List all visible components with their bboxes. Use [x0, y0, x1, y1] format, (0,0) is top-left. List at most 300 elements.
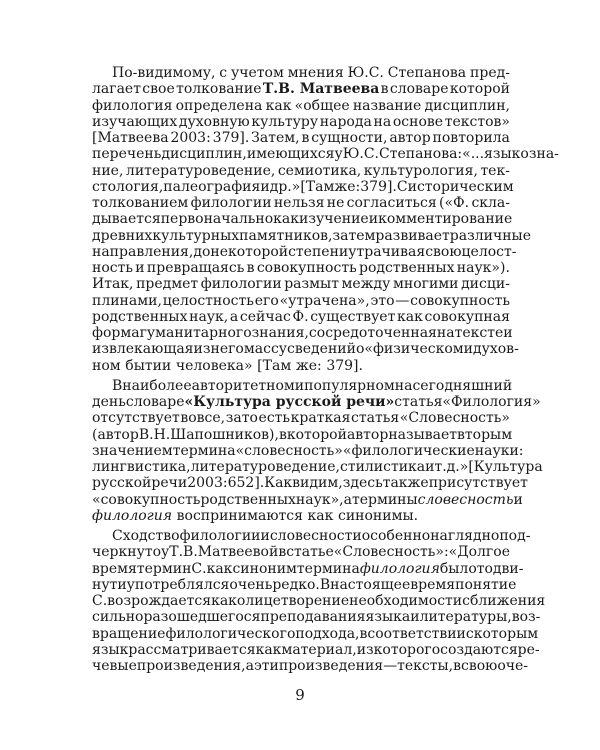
word: 379].: [360, 178, 397, 195]
word: в: [278, 426, 287, 443]
word: и: [503, 325, 513, 341]
word: и: [368, 211, 379, 228]
word: статья: [394, 394, 443, 410]
word: вторым: [457, 426, 513, 443]
text-line: [92, 508, 510, 524]
word: вращение: [92, 625, 166, 642]
word: на: [394, 377, 413, 394]
text-line: [92, 491, 523, 508]
word: эти: [253, 658, 279, 674]
word: под-: [499, 528, 531, 544]
word: совокупность: [410, 292, 510, 309]
word: С: [396, 178, 408, 195]
word: дисци-: [461, 276, 510, 293]
text-line: [92, 65, 510, 81]
word: совокупность: [256, 260, 357, 276]
word: пред-: [470, 65, 510, 81]
word: а: [245, 658, 254, 674]
word: статье: [286, 544, 334, 561]
word: понятие: [455, 576, 517, 593]
word: различные: [449, 227, 531, 244]
word: олицетворение: [236, 593, 350, 609]
word: до: [193, 243, 211, 260]
text-line: [92, 658, 529, 674]
word: наук»,: [295, 491, 344, 508]
word: некоторой: [210, 243, 289, 260]
word: же:: [334, 178, 361, 195]
word: в: [246, 260, 255, 276]
text-line: [92, 309, 510, 325]
word: и: [410, 609, 420, 626]
word: «утрачена»,: [279, 292, 370, 309]
word: черкнуто: [92, 544, 161, 561]
word: 2003:: [187, 475, 228, 492]
text-line: [92, 593, 546, 609]
word: «совокупность: [92, 491, 201, 508]
word: в: [359, 625, 368, 642]
word: речи: [151, 475, 188, 492]
word: текстов»: [444, 113, 510, 130]
word: сближения: [462, 593, 546, 609]
word: плинами,: [92, 292, 162, 309]
word: и: [260, 528, 270, 544]
word: как: [255, 641, 282, 658]
text-line: [92, 442, 524, 459]
word: изучающих: [92, 113, 178, 130]
word: мнения: [287, 65, 344, 81]
word: употреблялся: [126, 576, 230, 593]
bold-term: Т.В. Матвеева: [262, 81, 380, 98]
word: культуру: [251, 113, 319, 130]
word: Степанова: [387, 65, 467, 81]
word: которой: [286, 426, 347, 443]
word: здесь: [342, 475, 383, 492]
word: Затем,: [251, 130, 300, 146]
word: бытии: [125, 357, 172, 374]
word: Итак,: [92, 276, 134, 293]
word: ре-: [517, 641, 540, 658]
page-number: 9: [295, 686, 305, 704]
word: «общее: [294, 97, 350, 114]
word: автор: [389, 130, 431, 146]
word: наук»).: [456, 260, 510, 276]
word: семиотика,: [277, 162, 362, 179]
word: языка: [365, 609, 411, 626]
word: —: [395, 292, 410, 309]
word: Степанова:: [379, 146, 463, 163]
word: памятников,: [239, 227, 333, 244]
word: человека»: [175, 357, 253, 374]
word: филология: [92, 97, 173, 114]
word: лагает: [92, 81, 141, 98]
word: ние,: [92, 162, 124, 179]
word: как: [397, 308, 423, 325]
word: же:: [295, 357, 322, 374]
word: произведения,: [136, 658, 246, 674]
word: синонимы.: [338, 507, 419, 524]
word: свое: [142, 81, 175, 98]
word: утрачивая: [348, 243, 426, 260]
word: разошедшегося: [143, 609, 261, 626]
word: называет: [388, 426, 458, 443]
word: Ю.С.: [342, 146, 380, 163]
paragraph: [92, 377, 543, 524]
word: Матвеевой: [197, 544, 279, 561]
word: преподавания: [260, 609, 366, 626]
word: соответствии: [367, 625, 466, 642]
word: термина: [296, 560, 360, 577]
word: это: [370, 292, 395, 309]
word: которой: [449, 81, 510, 98]
word: гуманитарного: [139, 325, 252, 341]
word: зато: [225, 410, 258, 427]
word: на: [373, 113, 392, 130]
word: филологии: [190, 195, 272, 211]
text-line: [92, 358, 510, 374]
word: Шапошников),: [170, 426, 279, 443]
word: многими: [392, 276, 459, 293]
word: историческим: [407, 178, 514, 195]
word: возрождается: [107, 593, 212, 609]
word: литературоведение,: [190, 459, 340, 475]
word: и: [463, 341, 473, 358]
paragraph: [92, 528, 546, 674]
text-line: [92, 130, 510, 146]
word: знания,: [251, 325, 309, 341]
word: очень: [229, 576, 273, 593]
word: время: [92, 560, 137, 577]
word: изучение: [299, 211, 369, 228]
word: присутствует: [428, 475, 528, 492]
word: о: [355, 341, 365, 358]
word: («Ф.: [439, 195, 470, 211]
text-column: [92, 65, 559, 674]
word: название: [352, 97, 422, 114]
word: согласиться: [346, 195, 437, 211]
text-line: [92, 98, 510, 114]
word: По-видимому,: [112, 65, 216, 81]
word: тексты,: [397, 658, 454, 674]
word: воз-: [511, 609, 541, 626]
word: чевые: [92, 658, 137, 674]
word: и: [513, 491, 523, 508]
word: С.: [92, 593, 108, 609]
word: которого: [373, 641, 441, 658]
text-line: [92, 426, 513, 443]
word: —: [383, 658, 398, 674]
word: в: [278, 544, 287, 561]
word: филологии: [179, 528, 261, 544]
word: словесности: [269, 528, 362, 544]
word: «Словесность»: [399, 410, 510, 427]
word: нельзя: [273, 195, 325, 211]
word: есть: [258, 410, 291, 427]
word: свою: [425, 243, 462, 260]
word: развивает: [375, 227, 450, 244]
text-line: [92, 227, 531, 244]
word: комментирование: [378, 211, 513, 228]
word: размыт: [284, 276, 339, 293]
text-line: [92, 293, 510, 309]
text-line: [92, 641, 540, 658]
word: родственных: [92, 308, 188, 325]
word: затем: [332, 227, 376, 244]
word: произведения: [278, 658, 384, 674]
word: из: [356, 641, 374, 658]
text-line: [92, 178, 514, 195]
word: значением: [92, 442, 173, 459]
word: отодви-: [468, 560, 524, 577]
word: в: [453, 658, 461, 674]
word: В: [319, 576, 331, 593]
word: не: [326, 195, 345, 211]
text-line: [92, 325, 513, 341]
word: также: [382, 475, 429, 492]
word: культурных: [152, 227, 240, 244]
text-line: [92, 475, 528, 492]
word: свою: [460, 658, 498, 674]
text-line: [92, 81, 510, 97]
word: русской: [92, 475, 152, 492]
word: а: [229, 308, 239, 325]
word: совокупная: [424, 308, 510, 325]
word: сейчас: [239, 308, 291, 325]
word: время: [410, 576, 456, 593]
word: массу: [243, 341, 288, 358]
word: и: [260, 178, 270, 195]
word: сосредоточенная: [308, 325, 437, 341]
word: древних: [92, 227, 153, 244]
word: наиболее: [122, 377, 192, 394]
word: между: [341, 276, 391, 293]
word: него: [210, 341, 244, 358]
text-line: [92, 609, 541, 626]
word: как: [307, 507, 334, 524]
word: автор: [346, 426, 389, 443]
word: рассматривается: [128, 641, 256, 658]
text-line: [92, 195, 510, 211]
word: и: [135, 260, 145, 276]
word: и: [294, 377, 305, 394]
word: у: [334, 146, 343, 163]
word: его: [254, 292, 279, 309]
word: литературоведение,: [125, 162, 276, 179]
word: С.: [191, 560, 207, 577]
word: В: [112, 377, 123, 394]
text-line: [92, 260, 510, 276]
text-line: [92, 560, 524, 577]
word: 379].: [326, 357, 363, 374]
word: нут: [92, 576, 118, 593]
text-line: [92, 276, 510, 292]
word: стилистика: [339, 459, 426, 475]
italic-term: филология: [359, 560, 440, 577]
text-line: [92, 114, 510, 130]
word: популярном: [304, 377, 395, 394]
word: настоящее: [330, 576, 411, 593]
word: «филологические: [342, 442, 475, 459]
word: др.»: [269, 178, 301, 195]
word: сведений: [287, 341, 356, 358]
word: из: [193, 341, 211, 358]
word: основе: [392, 113, 444, 130]
word: словаре: [125, 394, 185, 410]
word: Как: [264, 475, 293, 492]
text-line: [92, 459, 543, 475]
word: синоним: [232, 560, 297, 577]
word: повторила: [432, 130, 510, 146]
word: был: [439, 560, 469, 577]
word: «Словесность»:: [333, 544, 449, 561]
word: родственных: [359, 260, 455, 276]
word: видим,: [292, 475, 343, 492]
bold-term: «Культура русской речи»: [184, 394, 395, 410]
word: оче-: [497, 658, 529, 674]
word: наук,: [189, 308, 229, 325]
word: имеющихся: [246, 146, 335, 163]
word: т.д.»: [434, 459, 469, 475]
word: как: [206, 560, 233, 577]
word: редко.: [272, 576, 320, 593]
word: народа: [319, 113, 372, 130]
word: дисциплин,: [424, 97, 510, 114]
word: у: [161, 544, 170, 561]
word: [Матвеева: [92, 130, 169, 146]
word: которым: [473, 625, 539, 642]
word: воспринимаются: [176, 507, 303, 524]
word: (автор: [92, 426, 139, 443]
word: вовсе,: [180, 410, 226, 427]
word: авторитетном: [191, 377, 295, 394]
word: перечень: [92, 146, 162, 163]
word: как: [265, 97, 292, 114]
word: направления,: [92, 243, 194, 260]
word: дывается: [92, 211, 161, 228]
text-line: [92, 576, 517, 593]
text-line: [92, 544, 510, 560]
word: «физическом: [364, 341, 464, 358]
word: с: [219, 65, 228, 81]
word: [Культура: [468, 459, 543, 475]
word: литературы,: [419, 609, 512, 626]
word: 2003:: [170, 130, 211, 146]
word: день: [92, 394, 126, 410]
word: дисциплин,: [161, 146, 247, 163]
word: «словесность»: [235, 442, 343, 459]
word: сильно: [92, 609, 144, 626]
word: В.Н.: [138, 426, 171, 443]
word: толкование: [176, 81, 262, 98]
word: толкованием: [92, 195, 189, 211]
word: наглядно: [430, 528, 500, 544]
word: целостность: [162, 292, 254, 309]
word: Ю.С.: [347, 65, 384, 81]
word: сущности,: [311, 130, 388, 146]
word: культурология,: [363, 162, 478, 179]
word: термин: [136, 560, 192, 577]
word: извлекающая: [92, 341, 194, 358]
word: степени: [288, 243, 349, 260]
word: термина: [172, 442, 236, 459]
word: сегодняшний: [412, 377, 513, 394]
word: подхода,: [295, 625, 360, 642]
word: [Там: [257, 357, 292, 374]
word: скла-: [471, 195, 510, 211]
word: науки:: [474, 442, 524, 459]
text-line: [92, 243, 517, 260]
word: лингвистика,: [92, 459, 191, 475]
text-line: [92, 410, 510, 426]
word: термины: [351, 491, 418, 508]
word: духов-: [473, 341, 519, 358]
word: родственных: [200, 491, 296, 508]
word: превращаясь: [146, 260, 245, 276]
word: как: [273, 211, 300, 228]
word: существует: [310, 308, 396, 325]
word: и: [425, 459, 435, 475]
word: филологического: [165, 625, 296, 642]
word: филологии: [200, 276, 282, 293]
word: ном: [92, 357, 121, 374]
text-line: [92, 528, 531, 544]
word: в: [301, 130, 310, 146]
word: стология,: [92, 178, 164, 195]
word: Сходство: [112, 528, 180, 544]
word: отсутствует: [92, 410, 180, 427]
word: 652].: [227, 475, 265, 492]
word: тек-: [480, 162, 510, 179]
text-line: [92, 211, 513, 228]
paragraph: [92, 65, 559, 374]
word: в: [380, 81, 389, 98]
word: целост-: [461, 243, 517, 260]
word: материал,: [281, 641, 357, 658]
word: статья: [351, 410, 400, 427]
word: форма: [92, 325, 140, 341]
word: создаются: [440, 641, 518, 658]
word: словаре: [389, 81, 449, 98]
word: «Филология»: [442, 394, 541, 410]
word: язык: [92, 641, 129, 658]
word: краткая: [290, 410, 351, 427]
italic-term: словесность: [417, 491, 514, 508]
word: «...языкозна-: [462, 146, 559, 163]
word: определена: [175, 97, 263, 114]
text-line: [92, 377, 513, 394]
text-line: [92, 394, 541, 410]
word: учетом: [231, 65, 284, 81]
word: предмет: [136, 276, 199, 293]
word: на: [436, 325, 455, 341]
word: палеография: [163, 178, 261, 195]
word: необходимости: [349, 593, 463, 609]
text-line: [92, 163, 510, 179]
word: Ф.: [292, 308, 309, 325]
word: как: [211, 593, 237, 609]
word: [Там: [300, 178, 335, 195]
word: а: [343, 491, 352, 508]
word: первоначально: [160, 211, 274, 228]
word: 379].: [212, 130, 250, 146]
word: ность: [92, 260, 133, 276]
text-line: [92, 341, 519, 358]
word: духовную: [178, 113, 250, 130]
word: Т.В.: [169, 544, 198, 561]
word: особенно: [361, 528, 431, 544]
word: с: [465, 625, 474, 642]
italic-term: филология: [92, 507, 173, 524]
word: «Долгое: [448, 544, 510, 561]
